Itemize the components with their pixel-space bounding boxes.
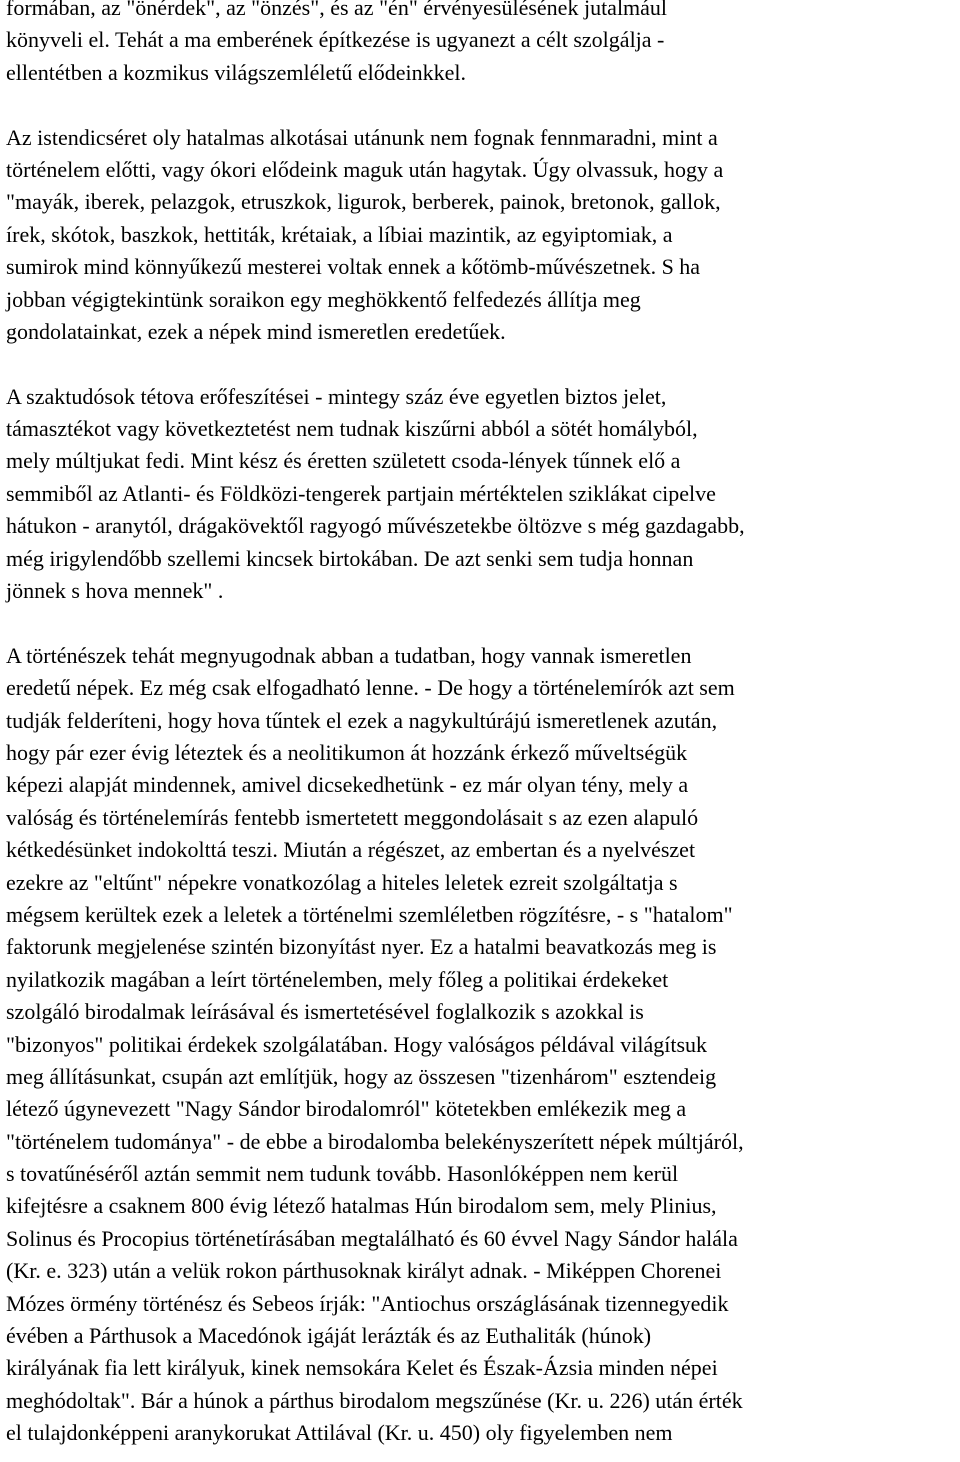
text-line: ezekre az "eltűnt" népekre vonatkozólag a hiteles leletek ezreit szolgáltatja s xyxy=(6,869,678,895)
text-line: Az istendicséret oly hatalmas alkotásai utánunk nem fognak fennmaradni, mint a xyxy=(6,124,718,150)
text-line: jönnek s hova mennek" . xyxy=(6,578,224,604)
text-line: képezi alapját mindennek, amivel dicsekedhetünk - ez már olyan tény, mely a xyxy=(6,772,689,798)
paragraph-4 xyxy=(6,640,960,1450)
text-line: el tulajdonképpeni aranykorukat Attilával (Kr. u. 450) oly figyelemben nem xyxy=(6,1420,673,1446)
text-line: valóság és történelemírás fentebb ismertetett meggondolásait s az ezen alapuló xyxy=(6,804,699,830)
paragraph-gap xyxy=(6,89,960,121)
text-line: szolgáló birodalmak leírásával és ismertetésével foglalkozik s azokkal is xyxy=(6,999,644,1025)
text-line: eredetű népek. Ez még csak elfogadható lenne. - De hogy a történelemírók azt sem xyxy=(6,675,735,701)
text-line: királyának fia lett királyuk, kinek nemsokára Kelet és Észak-Ázsia minden népei xyxy=(6,1355,718,1381)
text-line: "mayák, iberek, pelazgok, etruszkok, ligurok, berberek, painok, bretonok, gallok, xyxy=(6,189,721,215)
paragraph-gap xyxy=(6,607,960,639)
text-line: hogy pár ezer évig léteztek és a neolitikumon át hozzánk érkező műveltségük xyxy=(6,739,688,765)
paragraph-1 xyxy=(6,0,960,89)
text-line: meg állításunkat, csupán azt említjük, hogy az összesen "tizenhárom" esztendeig xyxy=(6,1063,717,1089)
paragraph-gap xyxy=(6,348,960,380)
text-line: "bizonyos" politikai érdekek szolgálatában. Hogy valóságos példával világítsuk xyxy=(6,1031,708,1057)
text-line: könyveli el. Tehát a ma emberének építkezése is ugyanezt a célt szolgálja - xyxy=(6,27,665,53)
text-line: semmiből az Atlanti- és Földközi-tengerek partjain mértéktelen sziklákat cipelve xyxy=(6,480,716,506)
text-line: A történészek tehát megnyugodnak abban a tudatban, hogy vannak ismeretlen xyxy=(6,642,692,668)
text-line: Mózes örmény történész és Sebeos írják: "Antiochus országlásának tizennegyedik xyxy=(6,1290,729,1316)
text-line: mégsem kerültek ezek a leletek a történelmi szemléletben rögzítésre, - s "hatalom" xyxy=(6,901,733,927)
text-line: s tovatűnéséről aztán semmit nem tudunk tovább. Hasonlóképpen nem kerül xyxy=(6,1161,679,1187)
text-line: évében a Párthusok a Macedónok igáját lerázták és az Euthaliták (húnok) xyxy=(6,1323,652,1349)
text-line: "történelem tudománya" - de ebbe a birodalomba belekényszerített népek múltjáról, xyxy=(6,1128,744,1154)
text-line: mely múltjukat fedi. Mint kész és éretten született csoda-lények tűnnek elő a xyxy=(6,448,681,474)
text-line: gondolatainkat, ezek a népek mind ismeretlen eredetűek. xyxy=(6,318,506,344)
text-line: Solinus és Procopius történetírásában megtalálható és 60 évvel Nagy Sándor halála xyxy=(6,1225,738,1251)
text-line: formában, az "önérdek", az "önzés", és az "én" érvényesülésének jutalmául xyxy=(6,0,668,20)
text-line: tudják felderíteni, hogy hova tűntek el ezek a nagykultúrájú ismeretlenek azután, xyxy=(6,707,718,733)
text-line: támasztékot vagy következtetést nem tudnak kiszűrni abból a sötét homályból, xyxy=(6,416,698,442)
text-line: (Kr. e. 323) után a velük rokon párthusoknak királyt adnak. - Miképpen Chorenei xyxy=(6,1258,722,1284)
paragraph-2 xyxy=(6,122,960,349)
text-line: létező úgynevezett "Nagy Sándor birodalomról" kötetekben emlékezik meg a xyxy=(6,1096,687,1122)
text-line: történelem előtti, vagy ókori elődeink maguk után hagytak. Úgy olvassuk, hogy a xyxy=(6,156,724,182)
text-line: A szaktudósok tétova erőfeszítései - mintegy száz éve egyetlen biztos jelet, xyxy=(6,383,667,409)
text-line: kétkedésünket indokolttá teszi. Miután a régészet, az embertan és a nyelvészet xyxy=(6,837,696,863)
text-line: ellentétben a kozmikus világszemléletű elődeinkkel. xyxy=(6,59,467,85)
text-line: hátukon - aranytól, drágakövektől ragyogó művészetekbe öltözve s még gazdagabb, xyxy=(6,513,745,539)
text-line: meghódoltak". Bár a húnok a párthus birodalom megszűnése (Kr. u. 226) után érték xyxy=(6,1387,743,1413)
paragraph-3 xyxy=(6,381,960,608)
text-line: jobban végigtekintünk soraikon egy meghökkentő felfedezés állítja meg xyxy=(6,286,641,312)
text-line: írek, skótok, baszkok, hettiták, krétaiak, a líbiai mazintik, az egyiptomiak, a xyxy=(6,221,673,247)
text-line: nyilatkozik magában a leírt történelemben, mely főleg a politikai érdekeket xyxy=(6,966,669,992)
text-line: sumirok mind könnyűkezű mesterei voltak ennek a kőtömb-művészetnek. S ha xyxy=(6,254,701,280)
text-line: kifejtésre a csaknem 800 évig létező hatalmas Hún birodalom sem, mely Plinius, xyxy=(6,1193,717,1219)
text-line: még irigylendőbb szellemi kincsek birtokában. De azt senki sem tudja honnan xyxy=(6,545,694,571)
text-line: faktorunk megjelenése szintén bizonyítást nyer. Ez a hatalmi beavatkozás meg is xyxy=(6,934,717,960)
